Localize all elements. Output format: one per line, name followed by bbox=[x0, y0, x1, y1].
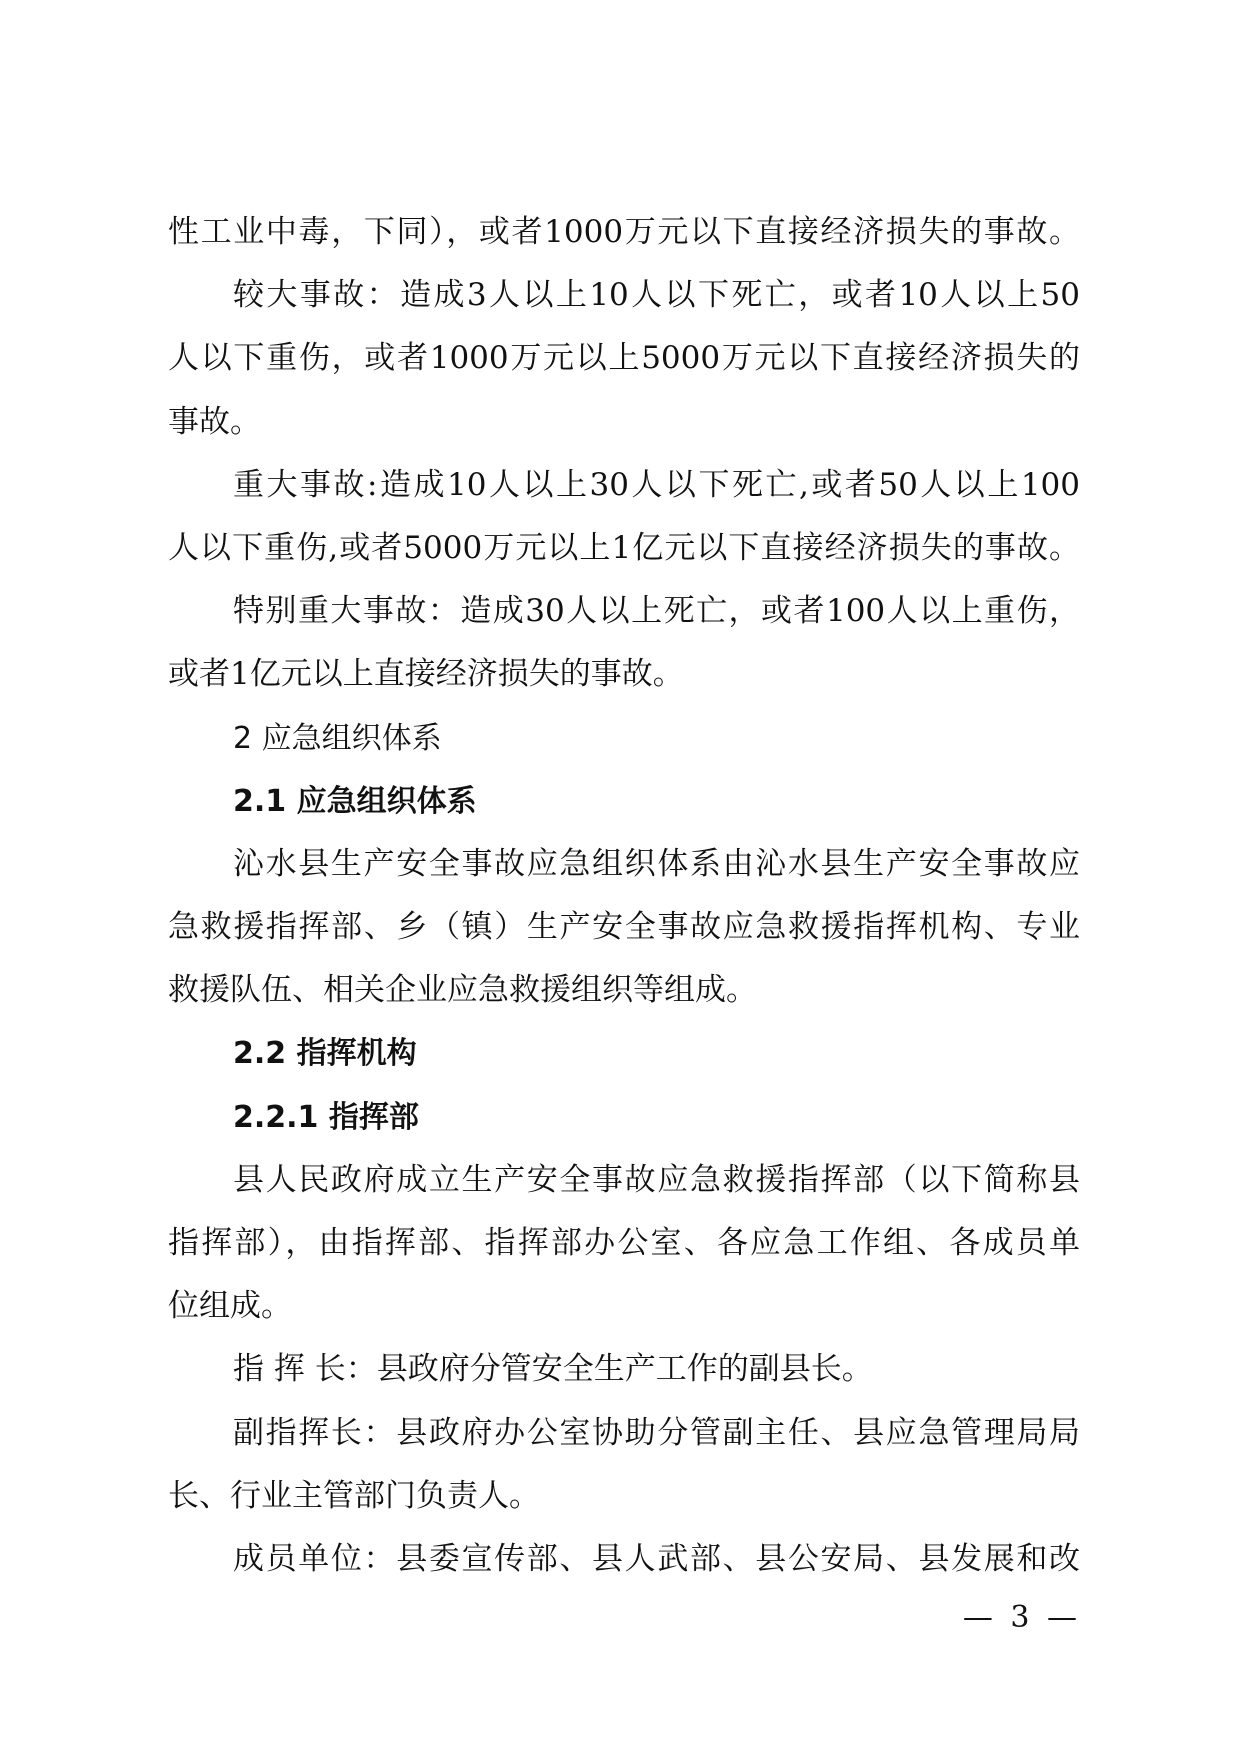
text-line: 副指挥长：县政府办公室协助分管副主任、县应急管理局局 bbox=[233, 1414, 1080, 1451]
text-line: 长、行业主管部门负责人。 bbox=[168, 1477, 540, 1514]
text-line: 救援队伍、相关企业应急救援组织等组成。 bbox=[168, 972, 757, 1009]
document-body bbox=[168, 201, 1080, 1591]
section-heading: 2.2.1 指挥部 bbox=[233, 1099, 419, 1135]
page-number: — 3 — bbox=[962, 1600, 1081, 1635]
text-line: 事故。 bbox=[168, 403, 261, 440]
text-line: 人以下重伤,或者5000万元以上1亿元以下直接经济损失的事故。 bbox=[168, 529, 1080, 566]
text-line: 重大事故:造成10人以上30人以下死亡,或者50人以上100 bbox=[233, 466, 1080, 503]
text-line: 指挥部），由指挥部、指挥部办公室、各应急工作组、各成员单 bbox=[168, 1225, 1080, 1261]
text-line: 指 挥 长：县政府分管安全生产工作的副县长。 bbox=[233, 1351, 873, 1388]
text-line: 人以下重伤，或者1000万元以上5000万元以下直接经济损失的 bbox=[168, 340, 1080, 377]
section-heading: 2.1 应急组织体系 bbox=[233, 783, 477, 819]
text-line: 或者1亿元以上直接经济损失的事故。 bbox=[168, 656, 684, 693]
text-line: 较大事故：造成3人以上10人以下死亡，或者10人以上50 bbox=[233, 277, 1080, 314]
section-heading: 2.2 指挥机构 bbox=[233, 1036, 417, 1072]
text-line: 沁水县生产安全事故应急组织体系由沁水县生产安全事故应 bbox=[233, 845, 1080, 882]
text-line: 性工业中毒，下同），或者1000万元以下直接经济损失的事故。 bbox=[168, 214, 1080, 250]
text-line: 位组成。 bbox=[168, 1288, 292, 1325]
text-line: 急救援指挥部、乡（镇）生产安全事故应急救援指挥机构、专业 bbox=[168, 909, 1080, 946]
text-line: 特别重大事故：造成30人以上死亡，或者100人以上重伤， bbox=[233, 593, 1080, 630]
text-line: 县人民政府成立生产安全事故应急救援指挥部（以下简称县 bbox=[233, 1161, 1080, 1198]
text-line: 成员单位：县委宣传部、县人武部、县公安局、县发展和改 bbox=[233, 1540, 1080, 1577]
section-heading: 2 应急组织体系 bbox=[233, 720, 442, 756]
